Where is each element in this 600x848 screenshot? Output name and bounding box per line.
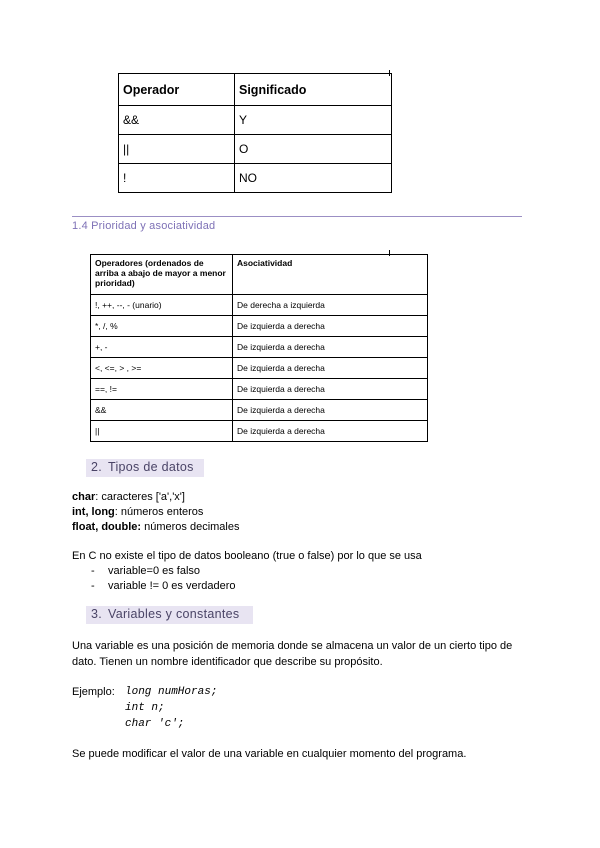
meaning-cell: Y (235, 106, 392, 135)
bool-note: En C no existe el tipo de datos booleano (true o false) por lo que se usa (72, 550, 422, 562)
header-operadores: Operadores (ordenados de arriba a abajo de mayor a menor prioridad) (91, 255, 233, 295)
operators-cell: !, ++, --, - (unario) (91, 295, 233, 316)
type-desc: : números enteros (114, 506, 204, 518)
associativity-cell: De izquierda a derecha (233, 316, 428, 337)
example-label: Ejemplo: (72, 686, 115, 698)
table-row (91, 295, 428, 316)
associativity-cell: De derecha a izquierda (233, 295, 428, 316)
meaning-cell: NO (235, 164, 392, 193)
operators-cell: *, /, % (91, 316, 233, 337)
type-name: float, double: (72, 521, 142, 533)
type-name: int, long (72, 506, 115, 518)
header-operador: Operador (119, 74, 235, 106)
table-row (119, 106, 392, 135)
section-3-title: Variables y constantes (108, 607, 240, 621)
table-header-row (91, 255, 428, 295)
type-int (72, 505, 203, 520)
precedence-table (90, 254, 428, 442)
table-row (91, 400, 428, 421)
section-1-4-heading: 1.4 Prioridad y asociatividad (72, 220, 216, 232)
section-divider (72, 216, 522, 217)
table-header-row (119, 74, 392, 106)
code-line: long numHoras; (125, 686, 218, 698)
table-row (91, 337, 428, 358)
type-desc: números decimales (141, 521, 240, 533)
variable-paragraph-line-2: dato. Tienen un nombre identificador que describe su propósito. (72, 656, 383, 668)
header-significado: Significado (235, 74, 392, 106)
operator-cell: && (119, 106, 235, 135)
associativity-cell: De izquierda a derecha (233, 358, 428, 379)
table-row (91, 421, 428, 442)
table-row (91, 316, 428, 337)
table-row (119, 135, 392, 164)
bullet: - (91, 565, 95, 577)
meaning-cell: O (235, 135, 392, 164)
operator-cell: ! (119, 164, 235, 193)
table-row (119, 164, 392, 193)
bool-item-false: variable=0 es falso (108, 565, 201, 577)
associativity-cell: De izquierda a derecha (233, 379, 428, 400)
associativity-cell: De izquierda a derecha (233, 337, 428, 358)
operator-cell: || (119, 135, 235, 164)
operators-cell: && (91, 400, 233, 421)
bullet: - (91, 580, 95, 592)
header-asociatividad: Asociatividad (233, 255, 428, 295)
code-line: int n; (125, 702, 165, 714)
operators-table (118, 73, 392, 193)
associativity-cell: De izquierda a derecha (233, 400, 428, 421)
operators-cell: ==, != (91, 379, 233, 400)
section-2-number: 2. (91, 460, 103, 474)
section-3-number: 3. (91, 607, 103, 621)
operators-cell: || (91, 421, 233, 442)
code-line: char 'c'; (125, 718, 185, 730)
type-desc: : caracteres ['a','x'] (95, 491, 185, 503)
operators-cell: +, - (91, 337, 233, 358)
table-row (91, 379, 428, 400)
type-char (72, 490, 185, 505)
variable-paragraph-line-1: Una variable es una posición de memoria donde se almacena un valor de un cierto tipo de (72, 640, 513, 652)
operators-cell: <, <=, > , >= (91, 358, 233, 379)
type-float (72, 520, 239, 535)
bool-item-true: variable != 0 es verdadero (108, 580, 236, 592)
final-note: Se puede modificar el valor de una variable en cualquier momento del programa. (72, 748, 467, 760)
table-row (91, 358, 428, 379)
section-3-heading (86, 606, 253, 624)
associativity-cell: De izquierda a derecha (233, 421, 428, 442)
type-name: char (72, 491, 96, 503)
section-2-title: Tipos de datos (108, 460, 194, 474)
section-2-heading (86, 459, 204, 477)
